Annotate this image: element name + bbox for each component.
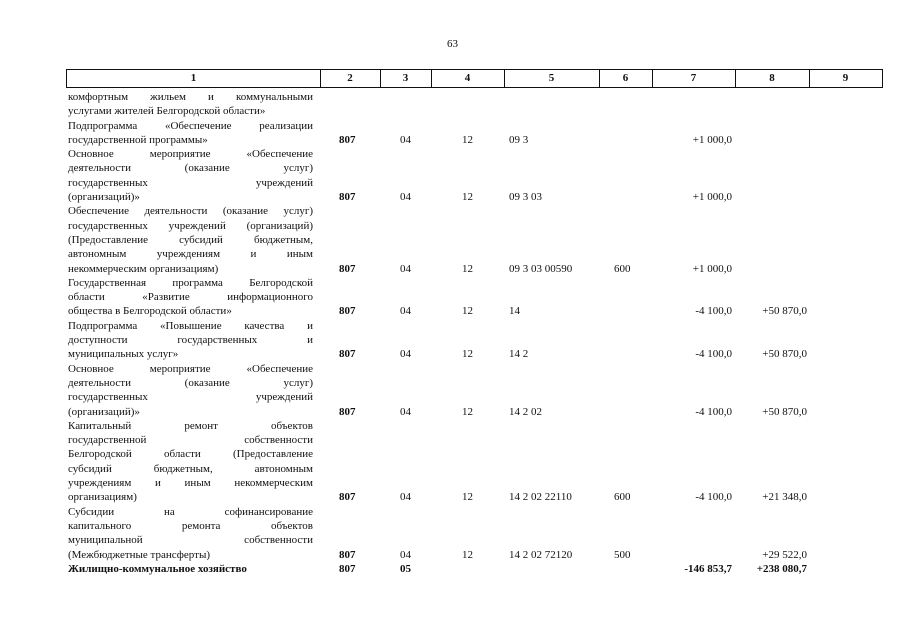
section-cell: 04 xyxy=(400,305,411,318)
description-line: государственных учреждений xyxy=(68,391,313,404)
description-line: Жилищно-коммунальное хозяйство xyxy=(68,562,247,575)
change-2020-cell: +50 870,0 xyxy=(762,405,807,418)
section-cell: 04 xyxy=(400,191,411,204)
row-description xyxy=(68,419,313,505)
description-line: автономным учреждениям и иным xyxy=(68,248,313,261)
subsection-cell: 12 xyxy=(462,405,473,418)
change-2019-cell: -4 100,0 xyxy=(695,305,732,318)
subsection-cell: 12 xyxy=(462,548,473,561)
description-line: (организаций)» xyxy=(68,405,140,418)
table-row xyxy=(66,147,883,204)
description-line: (Межбюджетные трансферты) xyxy=(68,548,210,561)
description-line: муниципальной собственности xyxy=(68,534,313,547)
description-line: учреждениям и иным некоммерческим xyxy=(68,477,313,490)
table-row xyxy=(66,362,883,419)
row-description xyxy=(68,276,313,319)
expense-type-cell: 600 xyxy=(614,262,631,275)
row-description xyxy=(68,90,313,119)
description-line: Обеспечение деятельности (оказание услуг) xyxy=(68,205,313,218)
budget-table xyxy=(66,69,883,589)
kvsr-cell: 807 xyxy=(339,262,356,275)
kvsr-cell: 807 xyxy=(339,348,356,361)
description-line: комфортным жильем и коммунальными xyxy=(68,91,313,103)
table-row xyxy=(66,119,883,148)
kvsr-cell: 807 xyxy=(339,562,356,575)
subsection-cell: 12 xyxy=(462,305,473,318)
description-line: государственной собственности xyxy=(68,434,313,447)
change-2020-cell: +238 080,7 xyxy=(756,562,807,575)
expense-type-cell: 500 xyxy=(614,548,631,561)
change-2019-cell: -4 100,0 xyxy=(695,405,732,418)
kvsr-cell: 807 xyxy=(339,305,356,318)
kvsr-cell: 807 xyxy=(339,548,356,561)
section-cell: 04 xyxy=(400,133,411,146)
kvsr-cell: 807 xyxy=(339,491,356,504)
kvsr-cell: 807 xyxy=(339,405,356,418)
table-row xyxy=(66,419,883,505)
description-line: некоммерческим организациям) xyxy=(68,262,219,275)
section-cell: 05 xyxy=(400,562,411,575)
page-number: 63 xyxy=(447,38,458,50)
table-row xyxy=(66,562,883,576)
column-header: 1 xyxy=(190,72,197,84)
change-2019-cell: -4 100,0 xyxy=(695,491,732,504)
description-line: общества в Белгородской области» xyxy=(68,305,232,318)
subsection-cell: 12 xyxy=(462,491,473,504)
column-header: 6 xyxy=(622,72,629,84)
description-line: государственных учреждений (организаций) xyxy=(68,219,313,232)
section-cell: 04 xyxy=(400,548,411,561)
column-header: 4 xyxy=(464,72,471,84)
description-line: Подпрограмма «Повышение качества и xyxy=(68,319,313,332)
row-description xyxy=(68,505,313,562)
description-line: капитального ремонта объектов xyxy=(68,519,313,532)
row-description xyxy=(68,319,313,362)
section-cell: 04 xyxy=(400,262,411,275)
description-line: области «Развитие информационного xyxy=(68,291,313,304)
subsection-cell: 12 xyxy=(462,262,473,275)
description-line: деятельности (оказание услуг) xyxy=(68,162,313,175)
description-line: Основное мероприятие «Обеспечение xyxy=(68,362,313,375)
change-2019-cell: +1 000,0 xyxy=(692,191,732,204)
target-article-cell: 14 2 02 72120 xyxy=(509,548,573,561)
description-line: (Предоставление субсидий бюджетным, xyxy=(68,233,313,246)
change-2020-cell: +50 870,0 xyxy=(762,305,807,318)
description-line: Основное мероприятие «Обеспечение xyxy=(68,148,313,161)
row-description xyxy=(68,147,313,204)
table-row xyxy=(66,90,883,119)
kvsr-cell: 807 xyxy=(339,191,356,204)
target-article-cell: 09 3 xyxy=(509,133,529,146)
table-header xyxy=(66,69,883,88)
column-header: 5 xyxy=(548,72,555,84)
subsection-cell: 12 xyxy=(462,133,473,146)
table-row xyxy=(66,204,883,276)
section-cell: 04 xyxy=(400,491,411,504)
description-line: Субсидии на софинансирование xyxy=(68,505,313,518)
target-article-cell: 14 2 02 xyxy=(509,405,542,418)
column-header: 2 xyxy=(347,72,353,84)
description-line: Государственная программа Белгородской xyxy=(68,276,313,289)
description-line: муниципальных услуг» xyxy=(68,348,179,361)
row-description xyxy=(68,204,313,275)
section-cell: 04 xyxy=(400,348,411,361)
section-cell: 04 xyxy=(400,405,411,418)
target-article-cell: 14 2 02 22110 xyxy=(509,491,572,504)
subsection-cell: 12 xyxy=(462,191,473,204)
row-description xyxy=(68,562,313,576)
change-2019-cell: +1 000,0 xyxy=(692,133,732,146)
description-line: организациям) xyxy=(68,491,137,504)
change-2020-cell: +21 348,0 xyxy=(762,491,807,504)
column-header: 9 xyxy=(842,72,849,84)
change-2020-cell: +50 870,0 xyxy=(762,348,807,361)
description-line: Подпрограмма «Обеспечение реализации xyxy=(68,119,313,132)
description-line: государственной программы» xyxy=(68,133,208,146)
description-line: доступности государственных и xyxy=(68,334,313,347)
table-row xyxy=(66,276,883,319)
description-line: субсидий бюджетным, автономным xyxy=(68,462,313,475)
row-description xyxy=(68,119,313,148)
change-2020-cell: +29 522,0 xyxy=(762,548,807,561)
description-line: государственных учреждений xyxy=(68,176,313,189)
description-line: Капитальный ремонт объектов xyxy=(68,419,313,432)
subsection-cell: 12 xyxy=(462,348,473,361)
description-line: услугами жителей Белгородской области» xyxy=(68,105,266,118)
row-description xyxy=(68,362,313,419)
target-article-cell: 09 3 03 xyxy=(509,191,542,204)
target-article-cell: 14 xyxy=(509,305,520,318)
description-line: (организаций)» xyxy=(68,191,140,204)
target-article-cell: 09 3 03 00590 xyxy=(509,262,573,275)
target-article-cell: 14 2 xyxy=(509,348,529,361)
table-row xyxy=(66,505,883,562)
description-line: деятельности (оказание услуг) xyxy=(68,376,313,389)
change-2019-cell: +1 000,0 xyxy=(692,262,732,275)
description-line: Белгородской области (Предоставление xyxy=(68,448,313,461)
kvsr-cell: 807 xyxy=(339,133,356,146)
column-header: 7 xyxy=(690,72,697,84)
column-header: 8 xyxy=(769,72,775,84)
column-header: 3 xyxy=(402,72,409,84)
table-row xyxy=(66,319,883,362)
change-2019-cell: -4 100,0 xyxy=(695,348,732,361)
change-2019-cell: -146 853,7 xyxy=(684,562,732,575)
expense-type-cell: 600 xyxy=(614,491,631,504)
